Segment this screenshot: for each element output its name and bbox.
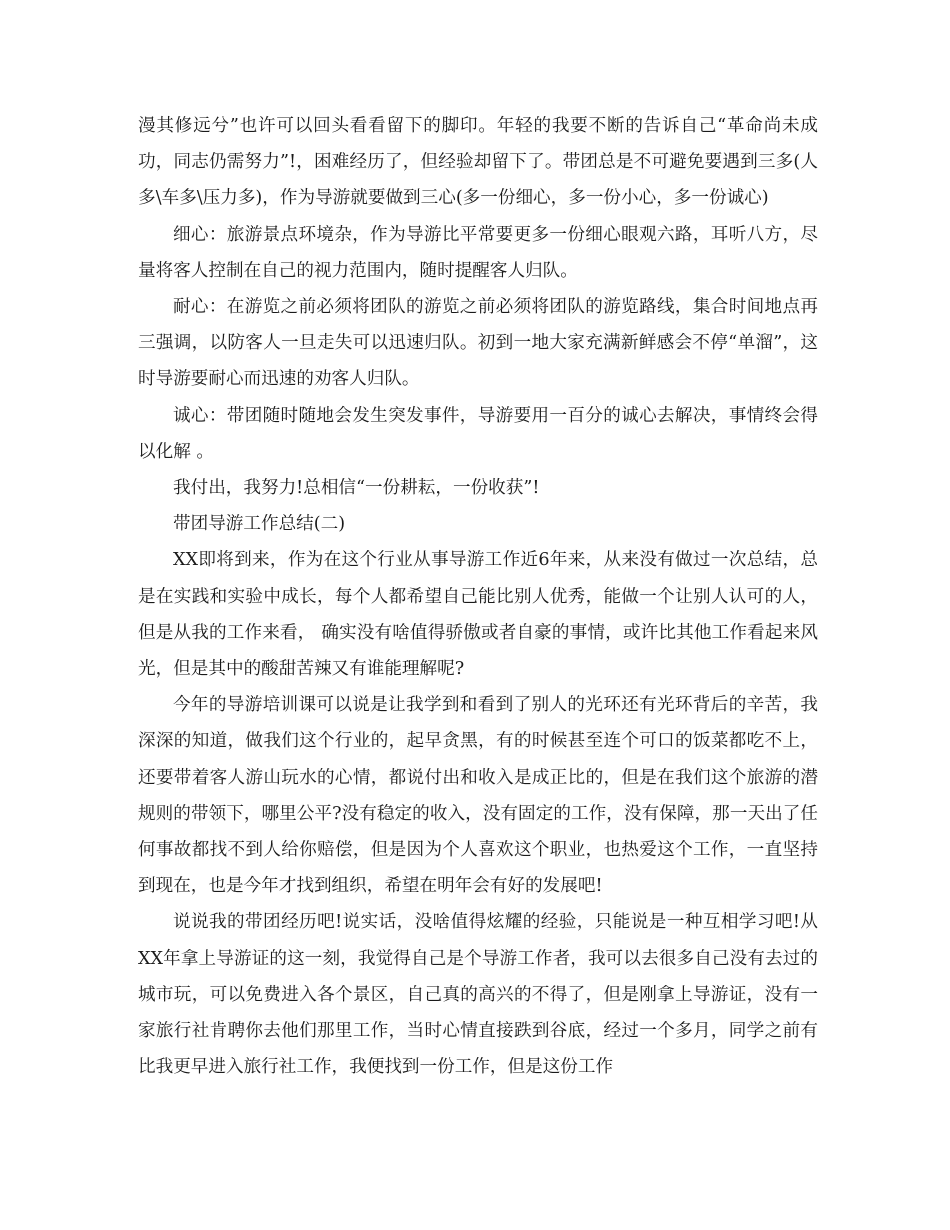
paragraph-motto: 我付出，我努力!总相信“一份耕耘，一份收获”! xyxy=(173,478,540,499)
paragraph-experience: 说说我的带团经历吧!说实话，没啥值得炫耀的经验，只能说是一种互相学习吧!从XX年拿上导游证的这一刻，我觉得自己是个导游工作者，我可以去很多自己没有去过的城市玩，可以免费进入各个景区，自己真的高兴的不得了，但是刚拿上导游证，没有一家旅行社肯聘你去他们那里工作，当时心情直接跌到谷底，经过一个多月，同学之前有比我更早进入旅行社工作，我便找到一份工作，但是这份工作 xyxy=(138,912,818,1078)
paragraph-six-years: XX即将到来，作为在这个行业从事导游工作近6年来，从来没有做过一次总结，总是在实践和实验中成长，每个人都希望自己能比别人优秀，能做一个让别人认可的人，但是从我的工作来看， 确实没有啥值得骄傲或者自豪的事情，或许比其他工作看起来风光，但是其中的酸甜苦辣又有谁能理解呢? xyxy=(138,550,818,680)
paragraph-training: 今年的导游培训课可以说是让我学到和看到了别人的光环还有光环背后的辛苦，我深深的知道，做我们这个行业的，起早贪黑，有的时候甚至连个可口的饭菜都吃不上，还要带着客人游山玩水的心情，都说付出和收入是成正比的，但是在我们这个旅游的潜规则的带领下，哪里公平?没有稳定的收入，没有固定的工作，没有保障，那一天出了任何事故都找不到人给你赔偿，但是因为个人喜欢这个职业，也热爱这个工作，一直坚持到现在，也是今年才找到组织，希望在明年会有好的发展吧! xyxy=(138,695,818,897)
document-body xyxy=(138,108,818,1085)
section-heading: 带团导游工作总结(二) xyxy=(173,514,346,535)
paragraph-careful: 细心：旅游景点环境杂，作为导游比平常要更多一份细心眼观六路，耳听八方，尽量将客人控制在自己的视力范围内，随时提醒客人归队。 xyxy=(138,224,818,281)
paragraph-sincerity: 诚心：带团随时随地会发生突发事件，导游要用一百分的诚心去解决，事情终会得以化解 。 xyxy=(138,405,818,462)
paragraph-patience: 耐心：在游览之前必须将团队的游览之前必须将团队的游览路线，集合时间地点再三强调，以防客人一旦走失可以迅速归队。初到一地大家充满新鲜感会不停“单溜”，这时导游要耐心而迅速的劝客人归队。 xyxy=(138,297,818,390)
paragraph-intro-continued: 漫其修远兮”也许可以回头看看留下的脚印。年轻的我要不断的告诉自己“革命尚未成功，同志仍需努力”!，困难经历了，但经验却留下了。带团总是不可避免要遇到三多(人多\车多\压力多)，作为导游就要做到三心(多一份细心，多一份小心，多一份诚心) xyxy=(138,116,818,209)
